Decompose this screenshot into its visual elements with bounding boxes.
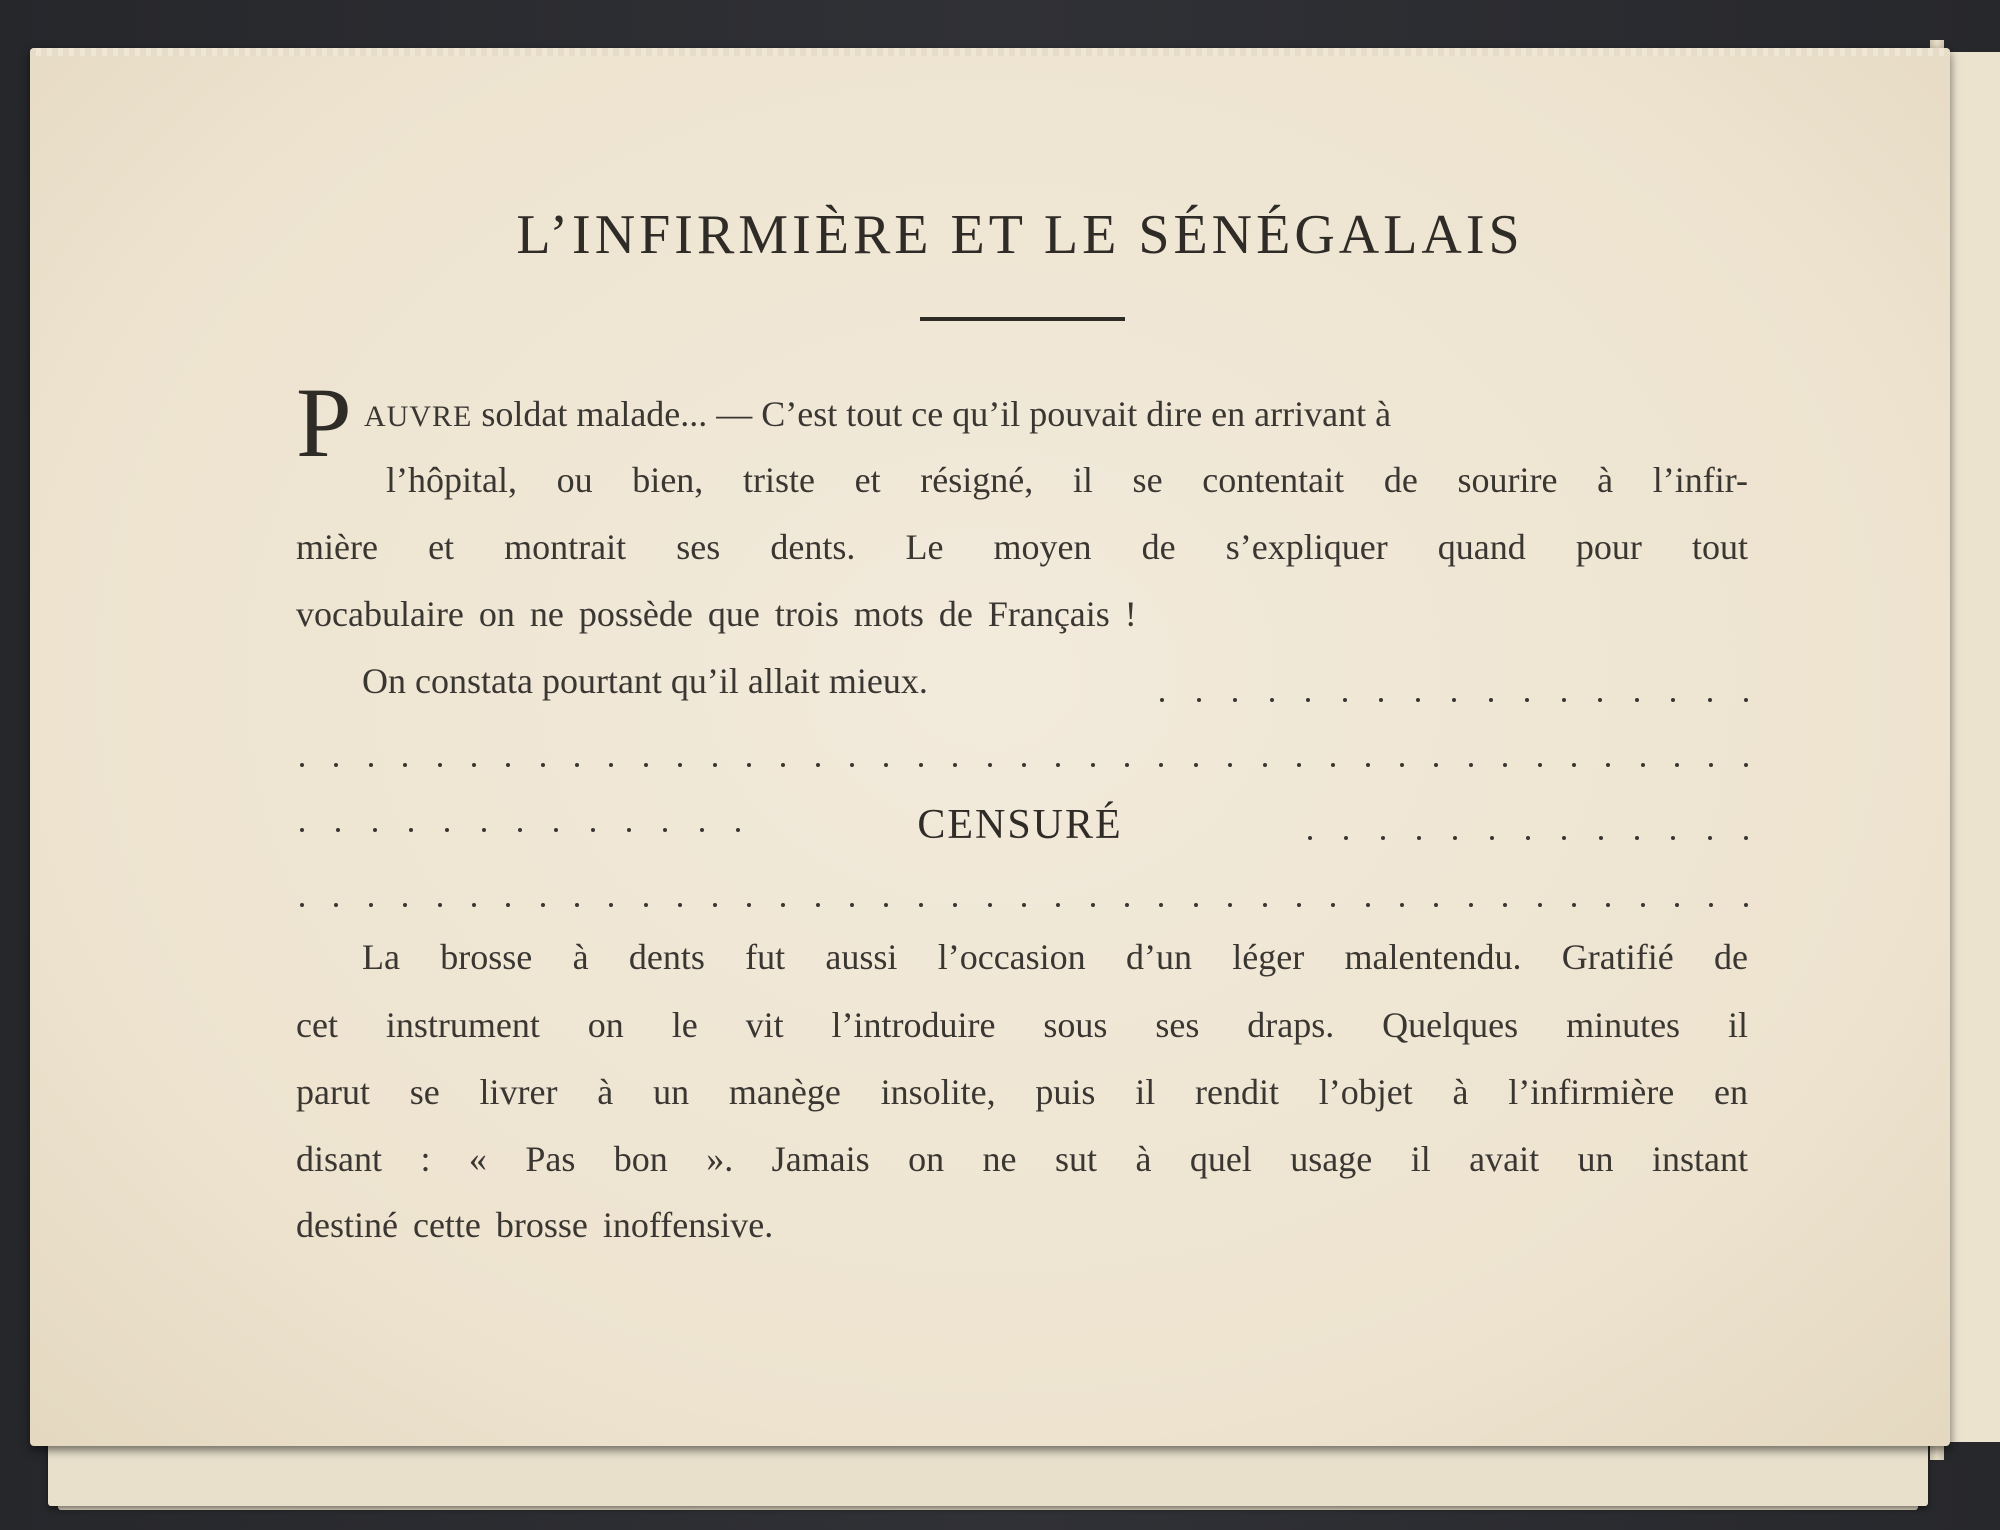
facing-page-edge (1944, 52, 2000, 1442)
ellipsis-dots-left (300, 810, 740, 850)
ellipsis-dots-line4 (300, 885, 1748, 925)
paragraph1-line3: mière et montrait ses dents. Le moyen de s’expliquer quand pour tout (296, 527, 1748, 567)
lead-small-caps: AUVRE (364, 400, 473, 433)
paragraph1-line1-text: soldat malade... — C’est tout ce qu’il pouvait dire en arrivant à (472, 394, 1392, 434)
page-title: L’INFIRMIÈRE ET LE SÉNÉGALAIS (516, 204, 1524, 266)
paragraph3-line3: parut se livrer à un manège insolite, puis il rendit l’objet à l’infirmière en (296, 1072, 1748, 1112)
ellipsis-dots-line1 (1160, 680, 1748, 720)
paragraph2-line1: On constata pourtant qu’il allait mieux. (362, 661, 928, 701)
paragraph3-line1: La brosse à dents fut aussi l’occasion d’un léger malentendu. Gratifié de (362, 937, 1748, 977)
paragraph1-line1 (364, 389, 1748, 439)
paragraph1-line2: l’hôpital, ou bien, triste et résigné, il se contentait de sourire à l’infir- (386, 460, 1748, 500)
ellipsis-dots-right (1308, 818, 1748, 858)
ellipsis-dots-line2 (300, 745, 1748, 785)
paragraph3-line5: destiné cette brosse inoffensive. (296, 1205, 774, 1245)
title-divider (920, 317, 1125, 321)
paragraph3-line4: disant : « Pas bon ». Jamais on ne sut à quel usage il avait un instant (296, 1139, 1748, 1179)
censored-label: CENSURÉ (917, 802, 1123, 848)
drop-cap: P (296, 367, 352, 478)
paragraph3-line2: cet instrument on le vit l’introduire sous ses draps. Quelques minutes il (296, 1005, 1748, 1045)
paragraph1-line4: vocabulaire on ne possède que trois mots de Français ! (296, 594, 1137, 634)
